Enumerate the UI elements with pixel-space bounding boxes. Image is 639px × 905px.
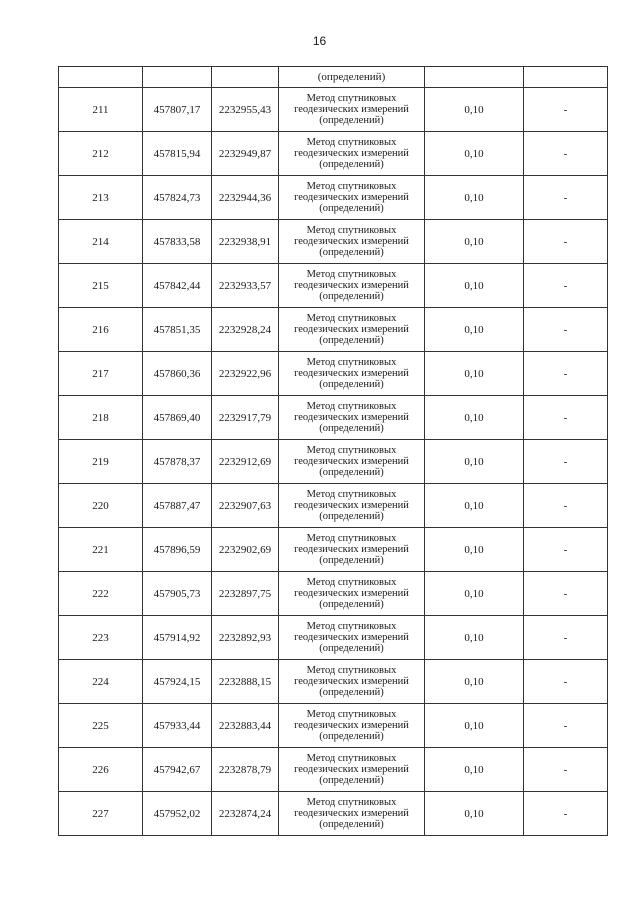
cell-method bbox=[279, 484, 425, 528]
cell-x: 457896,59 bbox=[143, 528, 212, 572]
cell-x bbox=[143, 67, 212, 88]
cell-method bbox=[279, 440, 425, 484]
cell-y: 2232883,44 bbox=[212, 704, 279, 748]
method-line: Метод спутниковых bbox=[306, 797, 397, 808]
cell-note: - bbox=[524, 660, 608, 704]
method-line: Метод спутниковых bbox=[306, 225, 397, 236]
cell-num: 222 bbox=[59, 572, 143, 616]
cell-num: 223 bbox=[59, 616, 143, 660]
table-row bbox=[59, 396, 608, 440]
method-line: Метод спутниковых bbox=[306, 269, 397, 280]
cell-y: 2232878,79 bbox=[212, 748, 279, 792]
cell-x: 457952,02 bbox=[143, 792, 212, 836]
cell-accuracy: 0,10 bbox=[425, 440, 524, 484]
method-line: Метод спутниковых bbox=[306, 445, 397, 456]
cell-y: 2232897,75 bbox=[212, 572, 279, 616]
cell-y: 2232892,93 bbox=[212, 616, 279, 660]
cell-note: - bbox=[524, 704, 608, 748]
table-row bbox=[59, 660, 608, 704]
cell-method bbox=[279, 704, 425, 748]
cell-x: 457851,35 bbox=[143, 308, 212, 352]
table-row bbox=[59, 88, 608, 132]
cell-note: - bbox=[524, 220, 608, 264]
cell-num: 226 bbox=[59, 748, 143, 792]
method-line: геодезических измерений bbox=[294, 720, 409, 731]
cell-method bbox=[279, 396, 425, 440]
cell-y: 2232928,24 bbox=[212, 308, 279, 352]
cell-num: 219 bbox=[59, 440, 143, 484]
table-row bbox=[59, 748, 608, 792]
cell-method bbox=[279, 792, 425, 836]
method-line: Метод спутниковых bbox=[306, 357, 397, 368]
cell-note bbox=[524, 67, 608, 88]
cell-num: 218 bbox=[59, 396, 143, 440]
cell-method bbox=[279, 616, 425, 660]
method-line: (определений) bbox=[319, 643, 384, 654]
cell-method bbox=[279, 308, 425, 352]
method-line: Метод спутниковых bbox=[306, 533, 397, 544]
cell-x: 457942,67 bbox=[143, 748, 212, 792]
cell-num bbox=[59, 67, 143, 88]
cell-method bbox=[279, 176, 425, 220]
cell-x: 457914,92 bbox=[143, 616, 212, 660]
coordinates-table bbox=[58, 66, 608, 836]
cell-num: 212 bbox=[59, 132, 143, 176]
method-line: (определений) bbox=[319, 247, 384, 258]
cell-method bbox=[279, 132, 425, 176]
cell-method bbox=[279, 572, 425, 616]
cell-x: 457878,37 bbox=[143, 440, 212, 484]
cell-accuracy: 0,10 bbox=[425, 704, 524, 748]
cell-y: 2232874,24 bbox=[212, 792, 279, 836]
cell-method: (определений) bbox=[279, 67, 425, 88]
method-line: Метод спутниковых bbox=[306, 181, 397, 192]
cell-method bbox=[279, 88, 425, 132]
cell-y: 2232949,87 bbox=[212, 132, 279, 176]
cell-note: - bbox=[524, 616, 608, 660]
cell-method bbox=[279, 748, 425, 792]
table-row bbox=[59, 572, 608, 616]
cell-accuracy: 0,10 bbox=[425, 176, 524, 220]
cell-note: - bbox=[524, 352, 608, 396]
cell-y: 2232938,91 bbox=[212, 220, 279, 264]
method-line: геодезических измерений bbox=[294, 632, 409, 643]
cell-x: 457815,94 bbox=[143, 132, 212, 176]
method-line: геодезических измерений bbox=[294, 148, 409, 159]
method-line: (определений) bbox=[319, 555, 384, 566]
method-line: (определений) bbox=[319, 775, 384, 786]
table-row bbox=[59, 440, 608, 484]
method-line: (определений) bbox=[319, 423, 384, 434]
cell-y: 2232907,63 bbox=[212, 484, 279, 528]
method-line: (определений) bbox=[319, 819, 384, 830]
cell-num: 214 bbox=[59, 220, 143, 264]
cell-x: 457905,73 bbox=[143, 572, 212, 616]
cell-accuracy: 0,10 bbox=[425, 748, 524, 792]
cell-method bbox=[279, 220, 425, 264]
method-line: Метод спутниковых bbox=[306, 93, 397, 104]
method-line: (определений) bbox=[319, 203, 384, 214]
method-line: (определений) bbox=[319, 731, 384, 742]
method-line: (определений) bbox=[319, 115, 384, 126]
table-row bbox=[59, 484, 608, 528]
page-number: 16 bbox=[312, 34, 327, 48]
method-line: геодезических измерений bbox=[294, 236, 409, 247]
method-line: геодезических измерений bbox=[294, 676, 409, 687]
cell-num: 217 bbox=[59, 352, 143, 396]
cell-x: 457860,36 bbox=[143, 352, 212, 396]
method-line: Метод спутниковых bbox=[306, 709, 397, 720]
table-row bbox=[59, 528, 608, 572]
cell-num: 220 bbox=[59, 484, 143, 528]
cell-num: 227 bbox=[59, 792, 143, 836]
cell-accuracy: 0,10 bbox=[425, 484, 524, 528]
method-line: (определений) bbox=[319, 335, 384, 346]
cell-y: 2232955,43 bbox=[212, 88, 279, 132]
table-row bbox=[59, 132, 608, 176]
method-line: геодезических измерений bbox=[294, 104, 409, 115]
cell-note: - bbox=[524, 308, 608, 352]
cell-x: 457933,44 bbox=[143, 704, 212, 748]
cell-num: 225 bbox=[59, 704, 143, 748]
cell-accuracy: 0,10 bbox=[425, 616, 524, 660]
method-line: Метод спутниковых bbox=[306, 401, 397, 412]
cell-accuracy bbox=[425, 67, 524, 88]
table-row bbox=[59, 308, 608, 352]
table-row bbox=[59, 792, 608, 836]
method-line: (определений) bbox=[319, 467, 384, 478]
table-row bbox=[59, 616, 608, 660]
method-line: (определений) bbox=[319, 379, 384, 390]
method-line: геодезических измерений bbox=[294, 500, 409, 511]
method-line: Метод спутниковых bbox=[306, 621, 397, 632]
cell-y: 2232917,79 bbox=[212, 396, 279, 440]
method-line: Метод спутниковых bbox=[306, 577, 397, 588]
method-line: (определений) bbox=[319, 511, 384, 522]
cell-note: - bbox=[524, 484, 608, 528]
continuation-row bbox=[59, 67, 608, 88]
table-row bbox=[59, 176, 608, 220]
cell-note: - bbox=[524, 748, 608, 792]
cell-note: - bbox=[524, 792, 608, 836]
cell-y: 2232912,69 bbox=[212, 440, 279, 484]
table-row bbox=[59, 704, 608, 748]
cell-note: - bbox=[524, 264, 608, 308]
cell-accuracy: 0,10 bbox=[425, 220, 524, 264]
method-line: геодезических измерений bbox=[294, 324, 409, 335]
cell-y: 2232902,69 bbox=[212, 528, 279, 572]
method-line: геодезических измерений bbox=[294, 456, 409, 467]
method-line: геодезических измерений bbox=[294, 412, 409, 423]
cell-note: - bbox=[524, 572, 608, 616]
cell-accuracy: 0,10 bbox=[425, 396, 524, 440]
cell-note: - bbox=[524, 396, 608, 440]
cell-method bbox=[279, 528, 425, 572]
cell-num: 224 bbox=[59, 660, 143, 704]
cell-accuracy: 0,10 bbox=[425, 308, 524, 352]
cell-note: - bbox=[524, 132, 608, 176]
cell-x: 457842,44 bbox=[143, 264, 212, 308]
method-line: геодезических измерений bbox=[294, 588, 409, 599]
cell-note: - bbox=[524, 176, 608, 220]
cell-y: 2232922,96 bbox=[212, 352, 279, 396]
cell-x: 457833,58 bbox=[143, 220, 212, 264]
cell-num: 211 bbox=[59, 88, 143, 132]
cell-x: 457924,15 bbox=[143, 660, 212, 704]
method-line: геодезических измерений bbox=[294, 808, 409, 819]
method-line: (определений) bbox=[319, 687, 384, 698]
cell-accuracy: 0,10 bbox=[425, 88, 524, 132]
cell-note: - bbox=[524, 440, 608, 484]
cell-y: 2232888,15 bbox=[212, 660, 279, 704]
method-line: геодезических измерений bbox=[294, 280, 409, 291]
method-line: Метод спутниковых bbox=[306, 313, 397, 324]
cell-accuracy: 0,10 bbox=[425, 660, 524, 704]
method-line: геодезических измерений bbox=[294, 764, 409, 775]
cell-accuracy: 0,10 bbox=[425, 792, 524, 836]
cell-num: 215 bbox=[59, 264, 143, 308]
cell-num: 213 bbox=[59, 176, 143, 220]
cell-num: 216 bbox=[59, 308, 143, 352]
method-line: (определений) bbox=[319, 291, 384, 302]
cell-accuracy: 0,10 bbox=[425, 572, 524, 616]
cell-num: 221 bbox=[59, 528, 143, 572]
table-row bbox=[59, 220, 608, 264]
method-line: геодезических измерений bbox=[294, 544, 409, 555]
cell-method bbox=[279, 264, 425, 308]
method-line: геодезических измерений bbox=[294, 192, 409, 203]
cell-accuracy: 0,10 bbox=[425, 352, 524, 396]
table-row bbox=[59, 264, 608, 308]
method-line: Метод спутниковых bbox=[306, 137, 397, 148]
cell-y bbox=[212, 67, 279, 88]
method-line: (определений) bbox=[319, 159, 384, 170]
cell-note: - bbox=[524, 88, 608, 132]
cell-accuracy: 0,10 bbox=[425, 528, 524, 572]
method-line: Метод спутниковых bbox=[306, 489, 397, 500]
cell-x: 457887,47 bbox=[143, 484, 212, 528]
method-line: Метод спутниковых bbox=[306, 665, 397, 676]
method-line: Метод спутниковых bbox=[306, 753, 397, 764]
cell-y: 2232944,36 bbox=[212, 176, 279, 220]
cell-accuracy: 0,10 bbox=[425, 264, 524, 308]
cell-method bbox=[279, 352, 425, 396]
method-line: (определений) bbox=[319, 599, 384, 610]
cell-x: 457869,40 bbox=[143, 396, 212, 440]
cell-accuracy: 0,10 bbox=[425, 132, 524, 176]
cell-y: 2232933,57 bbox=[212, 264, 279, 308]
table-row bbox=[59, 352, 608, 396]
cell-x: 457807,17 bbox=[143, 88, 212, 132]
cell-x: 457824,73 bbox=[143, 176, 212, 220]
method-line: геодезических измерений bbox=[294, 368, 409, 379]
cell-note: - bbox=[524, 528, 608, 572]
table-body bbox=[59, 67, 608, 836]
cell-method bbox=[279, 660, 425, 704]
